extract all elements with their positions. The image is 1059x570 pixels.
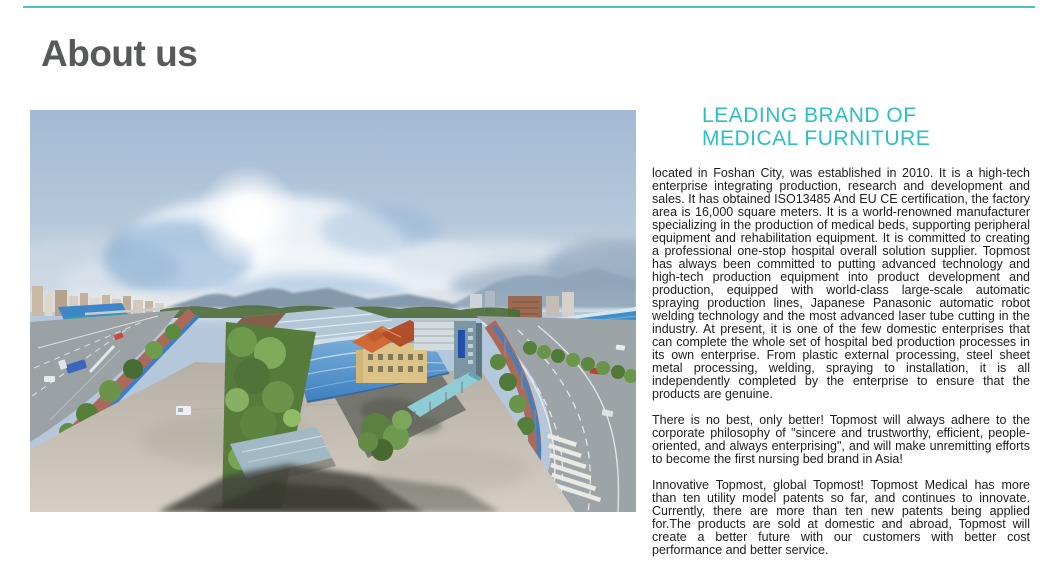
about-paragraph-1: located in Foshan City, was established in 2010. It is a high-tech enterprise integrating production, research and development and sales. It has obtained ISO13485 And EU CE certification, the factory area is 16,000 square meters. It is a world-renowned manufacturer specializing in the production of medical beds, supporting peripheral equipment and rehabilitation equipment. It is committed to creating a professional one-stop hospital overall solution supplier. Topmost has always been committed to putting advanced technology and high-tech production equipment into product development and production, equipped with world-class large-scale automatic spraying production lines, Japanese Panasonic automatic robot welding technology and the most advanced laser tube cutting in the industry. At present, it is one of the few domestic enterprises that can complete the whole set of hospital bed production processes in its own enterprise. From plastic external processing, steel sheet metal processing, welding, spraying to installation, it is all independently completed by the enterprise to ensure that the products are genuine. [652,166,1030,401]
about-paragraph-2: There is no best, only better! Topmost will always adhere to the corporate philosophy of "sincere and trustworthy, efficient, people-oriented, and always enterprising", and will make unremitting efforts to become the first nursing bed brand in Asia! [652,413,1030,466]
section-heading [702,104,1030,150]
page-title: About us [41,33,198,74]
factory-panorama-photo [30,110,636,512]
about-content [652,104,1030,570]
section-heading-line1: LEADING BRAND OF [702,104,917,127]
factory-panorama-illustration [30,110,636,512]
section-heading-line2: MEDICAL FURNITURE [702,127,931,150]
top-accent-line [23,6,1035,8]
about-paragraph-3: Innovative Topmost, global Topmost! Topmost Medical has more than ten utility model patents so far, and continues to innovate. Currently, there are more than ten new patents being applied for.The products are sold at domestic and abroad, Topmost will create a better future with our customers with better cost performance and better service. [652,478,1030,557]
